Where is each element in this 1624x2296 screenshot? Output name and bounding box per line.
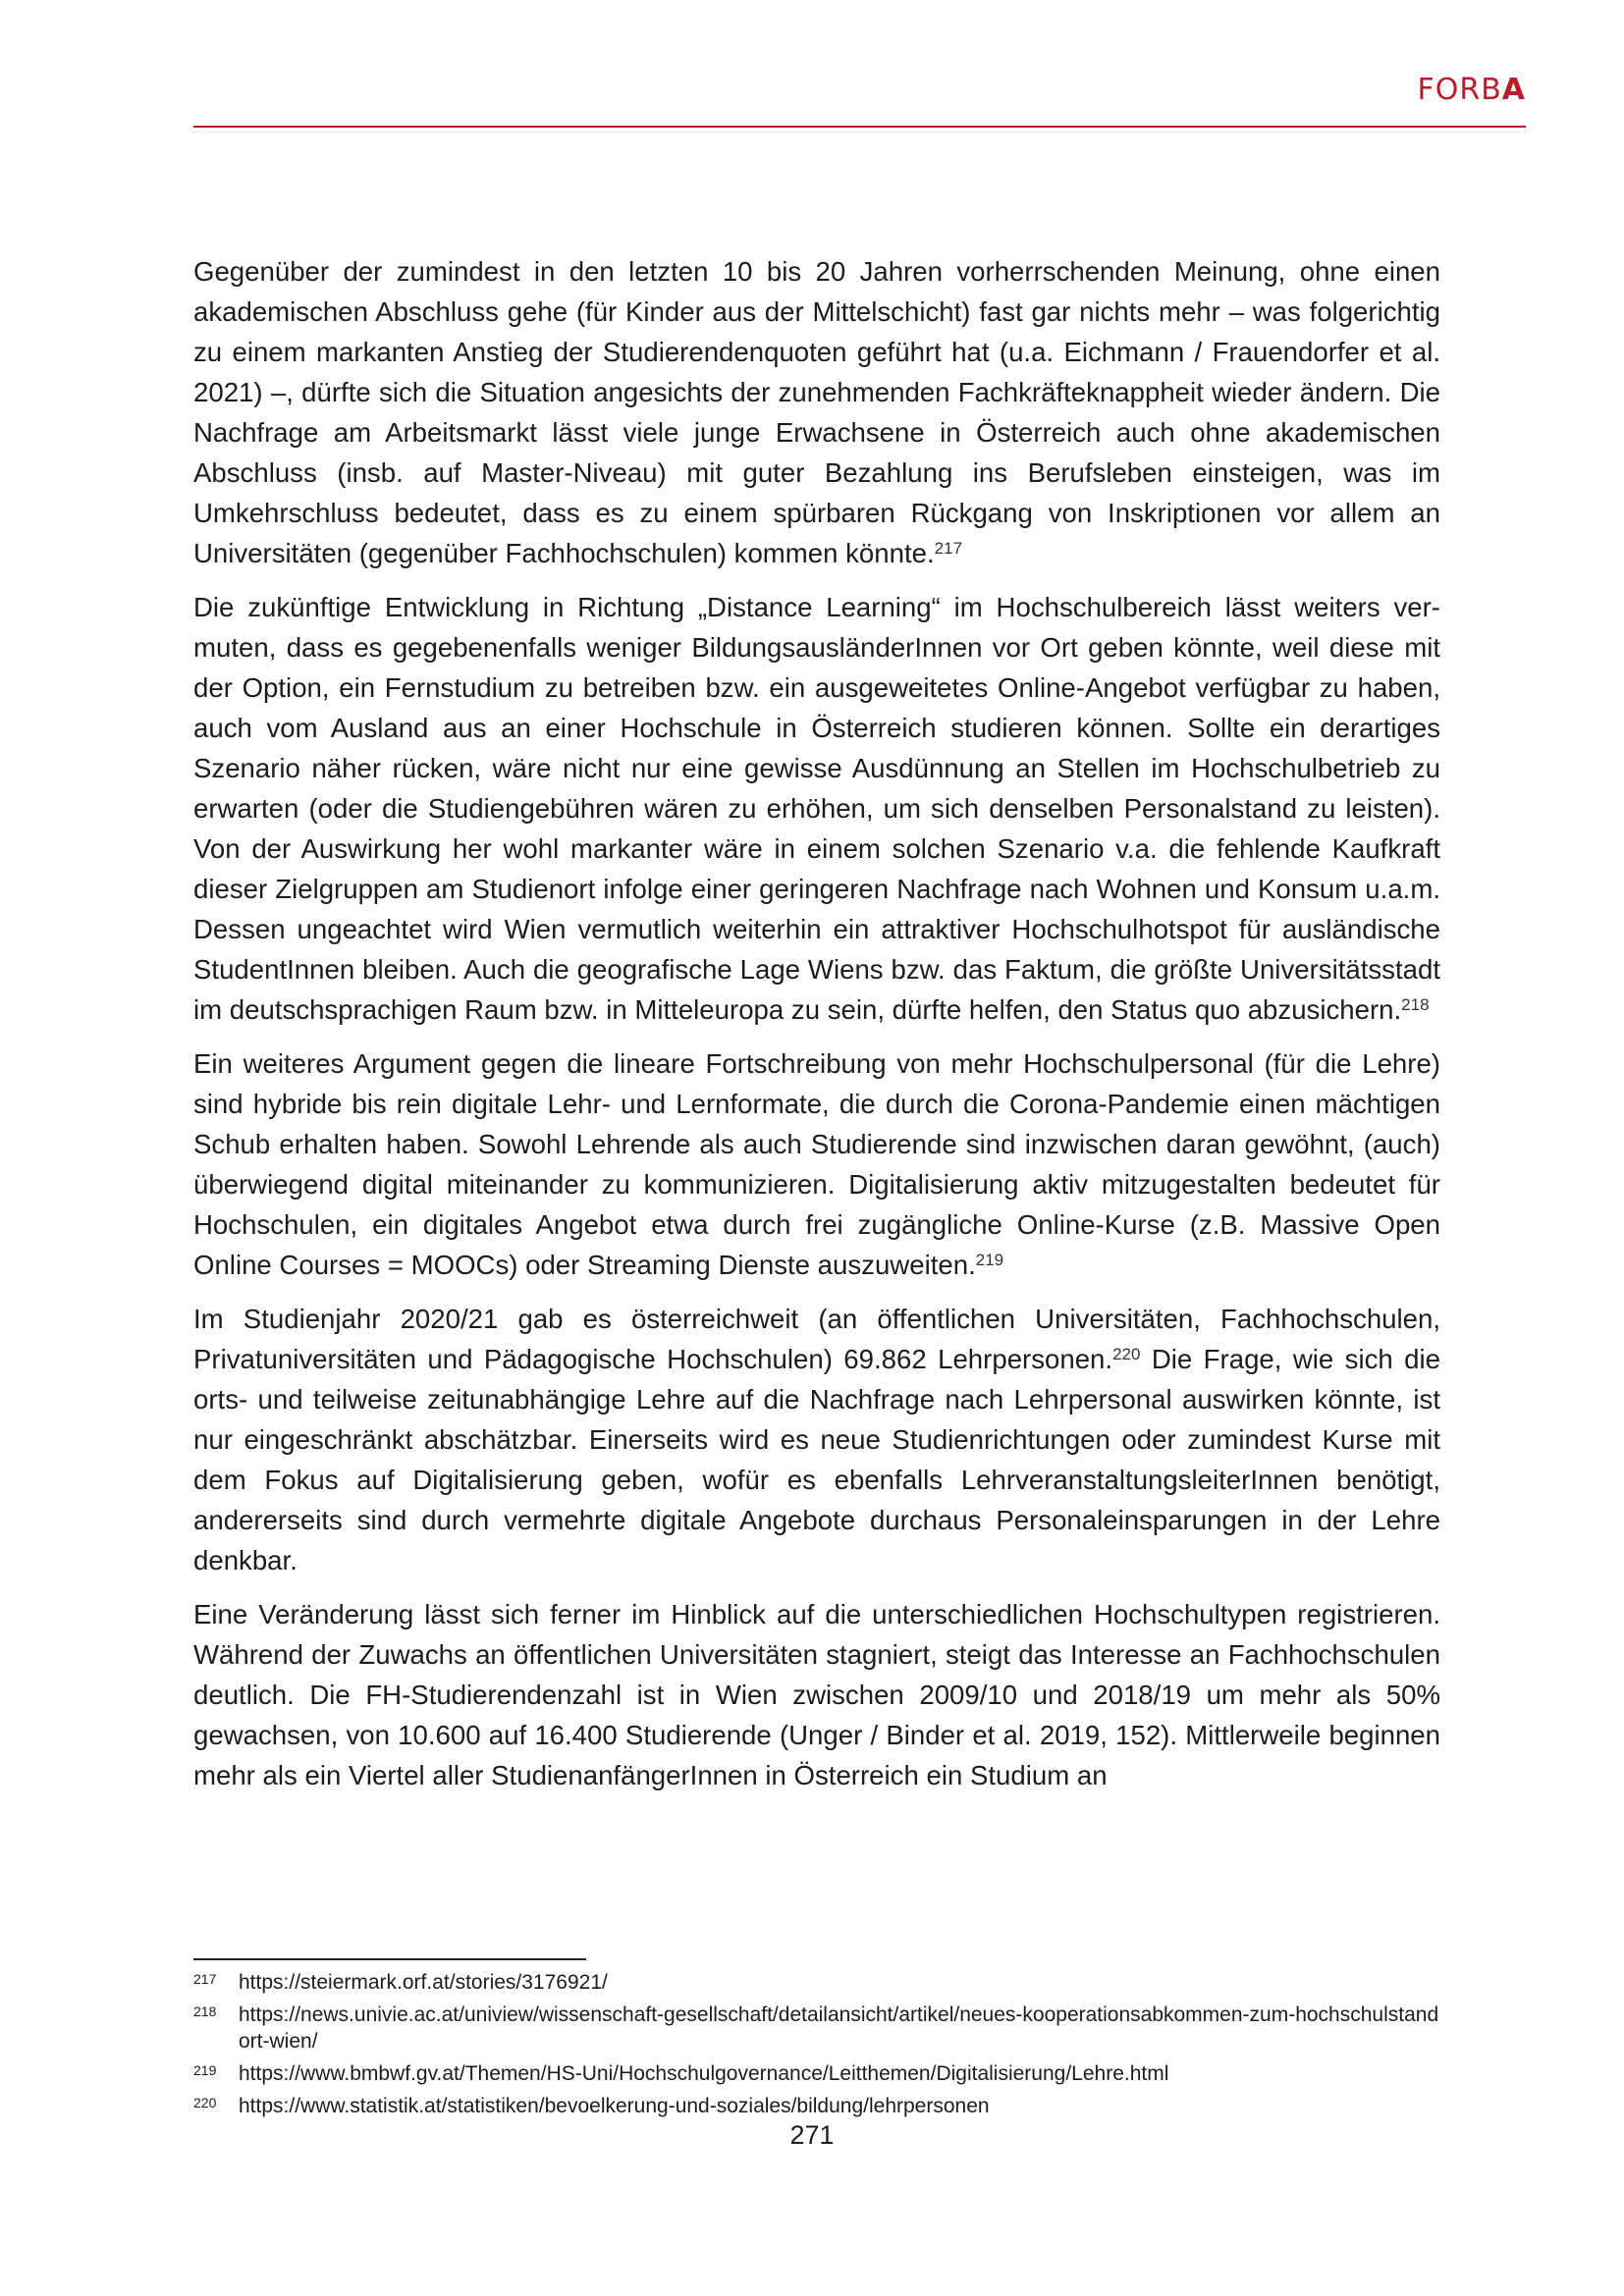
paragraph-4 <box>193 1299 1440 1580</box>
logo-prefix: FORB <box>1417 73 1502 107</box>
footnote-divider <box>193 1958 586 1960</box>
paragraph-text: Gegenüber der zumindest in den letzten 10 bis 20 Jahren vorherrschenden Meinung, ohne einen akademischen Abschluss gehe (für Kinder aus der Mittelschicht) fast gar nichts mehr – was folgerichtig zu einem markanten Anstieg der Studierendenquoten geführt hat (u.a. Eichmann / Frauendorfer et al. 2021) –, dürfte sich die Situation angesichts der zunehmenden Fachkräfteknappheit wieder ändern. Die Nachfrage am Arbeitsmarkt lässt viele junge Erwachsene in Österreich auch ohne akademischen Abschluss (insb. auf Master-Niveau) mit guter Bezahlung ins Berufsleben einsteigen, was im Umkehrschluss bedeutet, dass es zu einem spürbaren Rückgang von Inskriptionen vor allem an Universitäten (gegenüber Fachhochschulen) kommen könnte. <box>193 256 1440 568</box>
footnote-number: 217 <box>193 1971 217 1987</box>
footnote-number: 220 <box>193 2095 217 2110</box>
footnote-item <box>193 2060 1440 2087</box>
footnote-ref-218[interactable]: 218 <box>1401 995 1430 1014</box>
footnote-ref-217[interactable]: 217 <box>934 539 963 558</box>
footnote-link[interactable]: https://www.statistik.at/statistiken/bevoelkerung-und-soziales/bildung/lehrpersonen <box>239 2095 990 2117</box>
header-divider <box>193 126 1526 128</box>
paragraph-3 <box>193 1043 1440 1285</box>
logo-suffix: A <box>1501 73 1526 107</box>
footnote-link[interactable]: https://steiermark.orf.at/stories/3176921/ <box>239 1971 608 1994</box>
paragraph-text-continued: Die Frage, wie sich die orts- und teilweise zeitunabhängige Lehre auf die Nachfrage nach Lehrpersonal auswirken könnte, ist nur eingeschränkt abschätzbar. Einerseits wird es neue Studienrichtungen oder zumindest Kurse mit dem Fokus auf Digitalisierung geben, wofür es ebenfalls LehrveranstaltungsleiterInnen benötigt, andererseits sind durch vermehrte digitale Angebote durchaus Personaleinsparungen in der Lehre denkbar. <box>193 1344 1440 1575</box>
footnote-number: 218 <box>193 2003 217 2019</box>
body-text <box>193 251 1440 1809</box>
footnote-ref-219[interactable]: 219 <box>975 1251 1004 1269</box>
forba-logo <box>1417 73 1526 107</box>
footnote-item <box>193 1969 1440 1996</box>
footnote-ref-220[interactable]: 220 <box>1112 1345 1141 1363</box>
paragraph-text: Im Studienjahr 2020/21 gab es österreichweit (an öffentlichen Universitäten, Fachhochschulen, Privatuniversitäten und Pädagogische Hochschulen) 69.862 Lehrpersonen. <box>193 1304 1440 1374</box>
footnote-link[interactable]: https://news.univie.ac.at/uniview/wissenschaft-gesellschaft/detailansicht/artikel/neues-kooperationsabkommen-zum-hochschulstandort-wien/ <box>239 2003 1439 2053</box>
footnote-item <box>193 2093 1440 2119</box>
footnote-number: 219 <box>193 2062 217 2078</box>
footnotes <box>193 1969 1440 2125</box>
paragraph-1 <box>193 251 1440 573</box>
page-number: 271 <box>789 2120 835 2150</box>
paragraph-5 <box>193 1594 1440 1795</box>
paragraph-2 <box>193 587 1440 1030</box>
paragraph-text: Ein weiteres Argument gegen die lineare Fortschreibung von mehr Hochschulpersonal (für die Lehre) sind hybride bis rein digitale Lehr- und Lernformate, die durch die Corona-Pandemie einen mächtigen Schub erhalten haben. Sowohl Lehrende als auch Studierende sind inzwischen daran gewöhnt, (auch) überwiegend digital miteinander zu kommunizieren. Digitalisierung aktiv mitzugestalten bedeutet für Hochschulen, ein digitales Angebot etwa durch frei zugängliche Online-Kurse (z.B. Massive Open Online Courses = MOOCs) oder Streaming Dienste auszuweiten. <box>193 1048 1440 1280</box>
paragraph-text: Eine Veränderung lässt sich ferner im Hinblick auf die unterschiedlichen Hochschultypen registrieren. Während der Zuwachs an öffentlichen Universitäten stagniert, steigt das Interesse an Fachhochschulen deutlich. Die FH-Studierendenzahl ist in Wien zwischen 2009/10 und 2018/19 um mehr als 50% gewachsen, von 10.600 auf 16.400 Studierende (Unger / Binder et al. 2019, 152). Mittlerweile beginnen mehr als ein Viertel aller StudienanfängerInnen in Österreich ein Studium an <box>193 1599 1440 1790</box>
footnote-item <box>193 2002 1440 2055</box>
footnote-link[interactable]: https://www.bmbwf.gv.at/Themen/HS-Uni/Hochschulgovernance/Leitthemen/Digitalisierung/Lehre.html <box>239 2062 1169 2085</box>
paragraph-text: Die zukünftige Entwicklung in Richtung „Distance Learning“ im Hochschulbereich lässt weiters vermuten, dass es gegebenenfalls weniger BildungsausländerInnen vor Ort geben könnte, weil diese mit der Option, ein Fernstudium zu betreiben bzw. ein ausgeweitetes Online-Angebot verfügbar zu haben, auch vom Ausland aus an einer Hochschule in Österreich studieren können. Sollte ein derartiges Szenario näher rücken, wäre nicht nur eine gewisse Ausdünnung an Stellen im Hochschulbetrieb zu erwarten (oder die Studiengebühren wären zu erhöhen, um sich denselben Personalstand zu leisten). Von der Auswirkung her wohl markanter wäre in einem solchen Szenario v.a. die fehlende Kaufkraft dieser Zielgruppen am Studienort infolge einer geringeren Nachfrage nach Wohnen und Konsum u.a.m. Dessen ungeachtet wird Wien vermutlich weiterhin ein attraktiver Hochschulhotspot für ausländische StudentInnen bleiben. Auch die geografische Lage Wiens bzw. das Faktum, die größte Universitätsstadt im deutschsprachigen Raum bzw. in Mitteleuropa zu sein, dürfte helfen, den Status quo abzusichern. <box>193 592 1440 1025</box>
